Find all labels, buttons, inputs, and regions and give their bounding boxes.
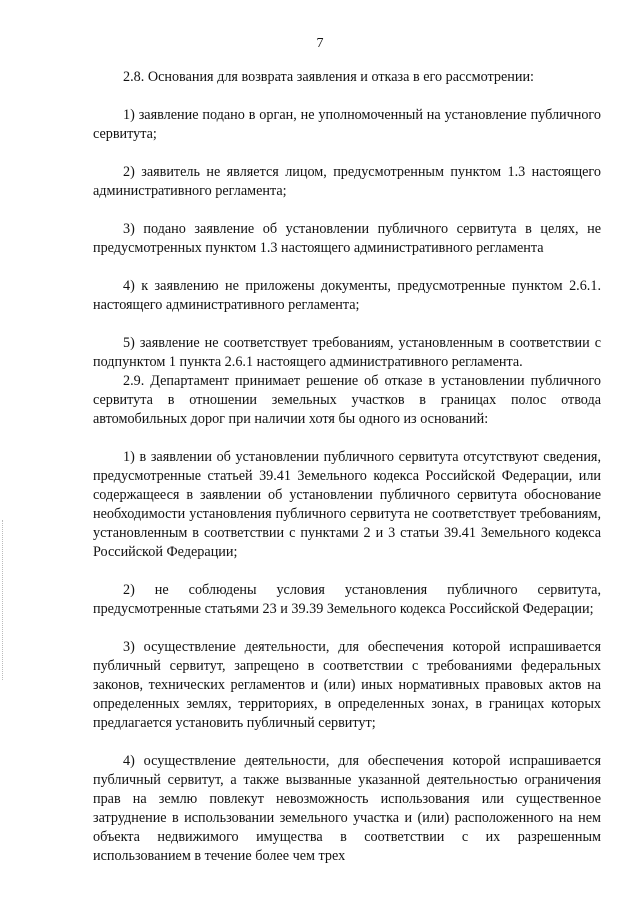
list-item-2-8-5: 5) заявление не соответствует требованиям, установленным в соответствии с подпунктом 1 пункта 2.6.1 настоящего административного регламента. — [93, 335, 601, 370]
scan-edge-mark — [2, 520, 4, 680]
section-2-9-heading: 2.9. Департамент принимает решение об отказе в установлении публичного сервитута в отношении земельных участков в границах полос отвода автомобильных дорог при наличии хотя бы одного из оснований: — [93, 373, 601, 427]
list-item-2-8-4: 4) к заявлению не приложены документы, предусмотренные пунктом 2.6.1. настоящего административного регламента; — [93, 278, 601, 313]
page-number: 7 — [316, 36, 324, 51]
list-item-2-8-3: 3) подано заявление об установлении публичного сервитута в целях, не предусмотренных пунктом 1.3 настоящего административного регламента — [93, 221, 601, 256]
section-2-8-heading: 2.8. Основания для возврата заявления и отказа в его рассмотрении: — [123, 69, 534, 85]
list-item-2-8-2: 2) заявитель не является лицом, предусмотренным пунктом 1.3 настоящего административного регламента; — [93, 164, 601, 199]
document-body — [93, 68, 601, 866]
list-item-2-9-4: 4) осуществление деятельности, для обеспечения которой испрашивается публичный сервитут, а также вызванные указанной деятельностью ограничения прав на землю повлекут невозможность использования или существенное затруднение в использовании земельного участка и (или) расположенного на нем объекта недвижимого имущества в соответствии с их разрешенным использованием в течение более чем трех — [93, 753, 601, 864]
list-item-2-9-1: 1) в заявлении об установлении публичного сервитута отсутствуют сведения, предусмотренные статьей 39.41 Земельного кодекса Российской Федерации, или содержащееся в заявлении об установлении публичного сервитута обоснование необходимости установления публичного сервитута не соответствует требованиям, установленным в соответствии с пунктами 2 и 3 статьи 39.41 Земельного кодекса Российской Федерации; — [93, 449, 601, 560]
list-item-2-8-1: 1) заявление подано в орган, не уполномоченный на установление публичного сервитута; — [93, 107, 601, 142]
list-item-2-9-3: 3) осуществление деятельности, для обеспечения которой испрашивается публичный сервитут, запрещено в соответствии с требованиями федеральных законов, технических регламентов и (или) иных нормативных правовых актов на определенных землях, территориях, в определенных зонах, в границах которых предлагается установить публичный сервитут; — [93, 639, 601, 731]
list-item-2-9-2: 2) не соблюдены условия установления публичного сервитута, предусмотренные статьями 23 и 39.39 Земельного кодекса Российской Федерации; — [93, 582, 601, 617]
